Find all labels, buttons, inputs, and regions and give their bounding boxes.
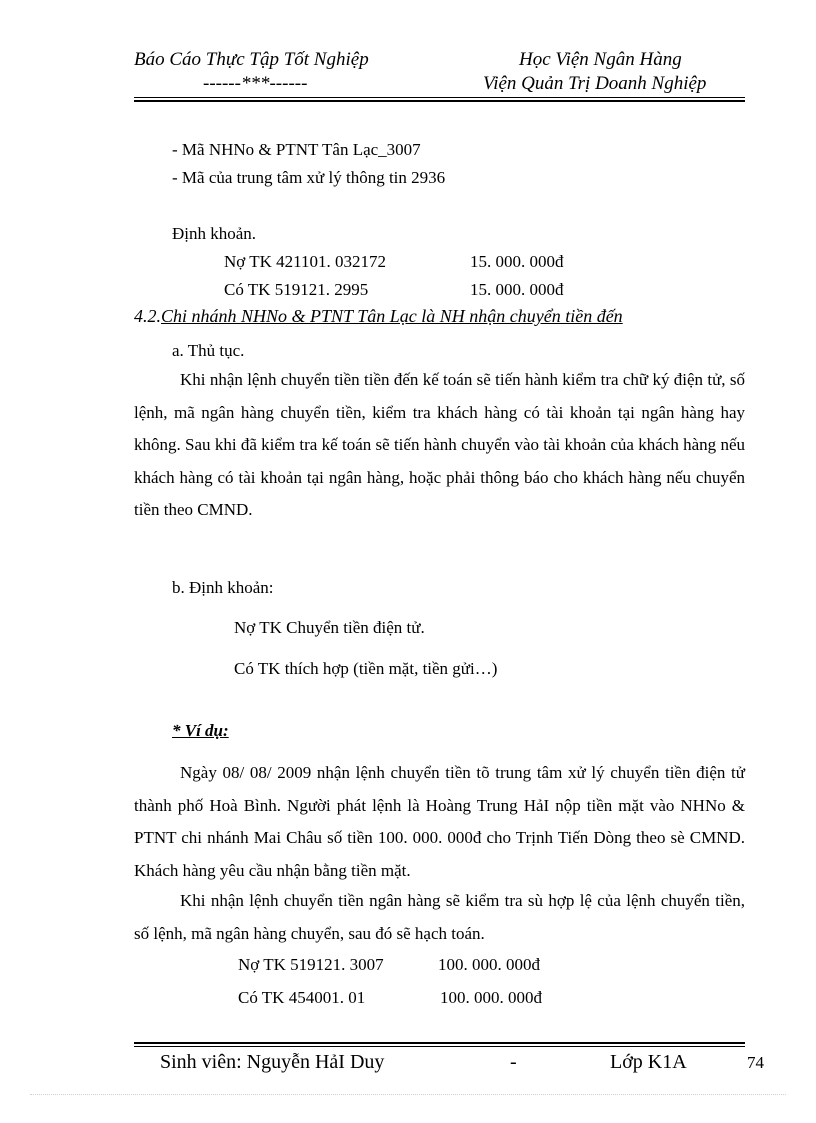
section-title: Chi nhánh NHNo & PTNT Tân Lạc là NH nhận chuyển tiền đến	[161, 306, 623, 326]
example-credit-label: Có TK 454001. 01	[238, 988, 366, 1007]
example-paragraph: Ngày 08/ 08/ 2009 nhận lệnh chuyển tiền tõ trung tâm xử lý chuyển tiền điện tử thành phố Hoà Bình. Người phát lệnh là Hoàng Trung HảI nộp tiền mặt vào NHNo & PTNT chi nhánh Mai Châu số tiền 100. 000. 000đ cho Trịnh Tiến Dòng theo sè CMND. Khách hàng yêu cầu nhận bằng tiền mặt.	[134, 763, 745, 880]
center-code-line: - Mã của trung tâm xử lý thông tin 2936	[172, 168, 446, 187]
entry-debit-label: Nợ TK 421101. 032172	[224, 252, 386, 271]
procedure-heading: a. Thủ tục.	[172, 341, 245, 360]
procedure-text: Khi nhận lệnh chuyển tiền tiền đến kế toán sẽ tiến hành kiểm tra chữ ký điện tử, số lệnh, mã ngân hàng chuyển tiền, kiểm tra khách hàng có tài khoản tại ngân hàng hay không. Sau khi đã kiểm tra kế toán sẽ tiến hành chuyển vào tài khoản của khách hàng nếu khách hàng có tài khoản tại ngân hàng, hoặc phải thông báo cho khách hàng nếu chuyển tiền theo CMND.	[134, 370, 745, 519]
header-ornament: ------***------	[203, 73, 308, 94]
student-name: Sinh viên: Nguyễn HảI Duy	[160, 1051, 385, 1073]
footer-rule-thin	[134, 1046, 745, 1047]
entry-credit-amount: 15. 000. 000đ	[470, 280, 564, 299]
page-number: 74	[747, 1053, 764, 1072]
class-name: Lớp K1A	[610, 1051, 687, 1073]
example-paragraph-2: Khi nhận lệnh chuyển tiền ngân hàng sẽ kiểm tra sù hợp lệ của lệnh chuyển tiền, số lệnh, mã ngân hàng chuyển, sau đó sẽ hạch toán.	[134, 891, 745, 943]
accounting-debit: Nợ TK Chuyển tiền điện tử.	[234, 618, 425, 637]
accounting-credit: Có TK thích hợp (tiền mặt, tiền gửi…)	[234, 659, 498, 678]
academy-name: Học Viện Ngân Hàng	[519, 49, 682, 70]
header-rule-thin	[134, 97, 745, 98]
page-edge-dotted-line	[30, 1094, 786, 1095]
accounting-heading: b. Định khoản:	[172, 578, 274, 597]
report-title: Báo Cáo Thực Tập Tốt Nghiệp	[134, 49, 369, 70]
example-heading: * Ví dụ:	[172, 721, 229, 740]
header-rule-thick	[134, 100, 745, 102]
example-debit-amount: 100. 000. 000đ	[438, 955, 540, 974]
footer-rule-thick	[134, 1042, 745, 1044]
institute-name: Viện Quản Trị Doanh Nghiệp	[483, 73, 707, 94]
entry-credit-label: Có TK 519121. 2995	[224, 280, 369, 299]
entry-debit-amount: 15. 000. 000đ	[470, 252, 564, 271]
section-heading	[134, 306, 623, 327]
entry-title: Định khoản.	[172, 224, 257, 243]
section-number: 4.2.	[134, 306, 161, 326]
example-debit-label: Nợ TK 519121. 3007	[238, 955, 384, 974]
example-credit-amount: 100. 000. 000đ	[440, 988, 542, 1007]
bank-code-line: - Mã NHNo & PTNT Tân Lạc_3007	[172, 140, 421, 159]
footer-separator: -	[510, 1051, 517, 1073]
